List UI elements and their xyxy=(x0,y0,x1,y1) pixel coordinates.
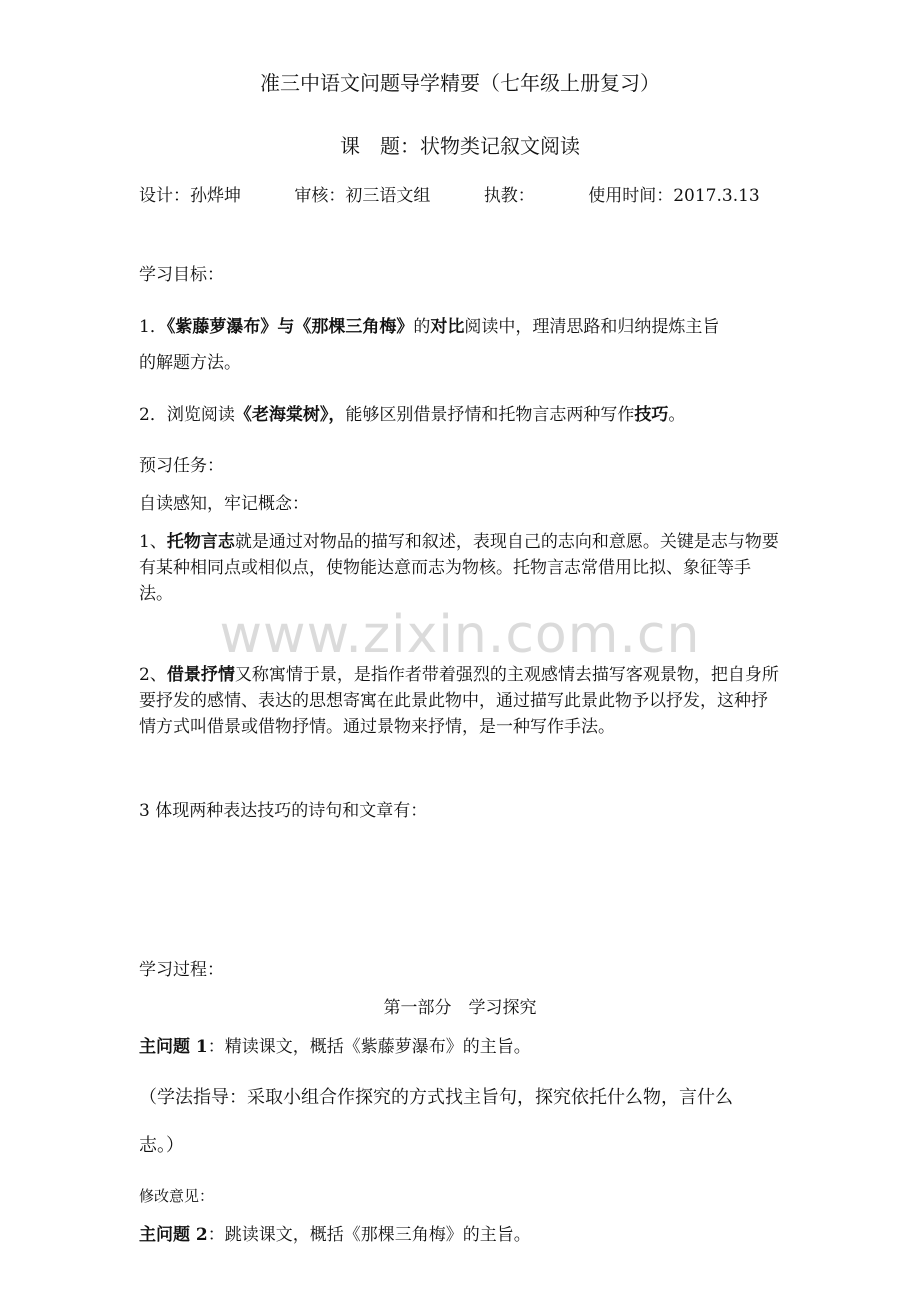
study-guide-line1: （学法指导：采取小组合作探究的方式找主旨句，探究依托什么物，言什么 xyxy=(139,1087,733,1108)
main-question-2-text: ：跳读课文，概括《那棵三角梅》的主旨。 xyxy=(207,1225,531,1245)
concept-2-text: 又称寓情于景，是指作者带着强烈的主观感情去描写客观景物，把自身所要抒发的感情、表达的思想寄寓在此景此物中，通过描写此景此物予以抒发，这种抒情方式叫借景或借物抒情。通过景物来抒情，是一种写作手法。 xyxy=(139,665,779,737)
concept-2-number: 2、 xyxy=(139,665,167,685)
goal-1-text-b: 阅读中，理清思路和归纳提炼主旨 xyxy=(464,317,720,337)
goal-1-text-a: 的 xyxy=(413,317,431,337)
revision-notes: 修改意见： xyxy=(139,1187,215,1205)
goal-1-number: 1． xyxy=(139,317,167,337)
meta-line xyxy=(139,183,760,209)
goal-2-text-a: 2．浏览阅读 xyxy=(139,405,235,425)
main-question-2 xyxy=(139,1222,531,1248)
designer: 设计：孙烨坤 xyxy=(139,186,241,206)
main-question-1-label: 主问题 1 xyxy=(139,1037,208,1057)
concept-2-term: 借景抒情 xyxy=(166,665,235,685)
main-question-1 xyxy=(139,1034,531,1060)
main-question-1-text: ：精读课文，概括《紫藤萝瀑布》的主旨。 xyxy=(207,1037,531,1057)
goal-2-text-c: 。 xyxy=(668,405,686,425)
part-1-heading: 第一部分 学习探究 xyxy=(383,998,537,1018)
doc-title: 准三中语文问题导学精要（七年级上册复习） xyxy=(260,71,660,95)
goal-1-contrast: 对比 xyxy=(430,317,465,337)
concept-1 xyxy=(139,529,784,607)
concept-1-number: 1、 xyxy=(139,532,167,552)
preview-subheading: 自读感知，牢记概念： xyxy=(139,494,309,514)
goal-1 xyxy=(139,314,719,340)
item-3: 3 体现两种表达技巧的诗句和文章有： xyxy=(139,801,428,821)
process-heading: 学习过程： xyxy=(139,960,224,980)
goal-1-line2: 的解题方法。 xyxy=(139,353,241,373)
teacher: 执教： xyxy=(483,186,535,206)
goal-2-text-b: 能够区别借景抒情和托物言志两种写作 xyxy=(345,405,635,425)
reviewer: 审核：初三语文组 xyxy=(294,186,431,206)
concept-1-text: 就是通过对物品的描写和叙述，表现自己的志向和意愿。关键是志与物要有某种相同点或相似点，使物能达意而志为物核。托物言志常借用比拟、象征等手法。 xyxy=(139,532,779,604)
main-question-2-label: 主问题 2 xyxy=(139,1225,208,1245)
goal-1-titles: 《紫藤萝瀑布》与《那棵三角梅》 xyxy=(166,317,414,337)
concept-2 xyxy=(139,662,784,740)
goals-heading: 学习目标： xyxy=(139,265,224,285)
concept-1-term: 托物言志 xyxy=(166,532,235,552)
usage-date: 使用时间：2017.3.13 xyxy=(588,186,760,206)
watermark: www.zixin.com.cn xyxy=(219,605,701,665)
preview-heading: 预习任务： xyxy=(139,456,224,476)
lesson-subject: 课 题：状物类记叙文阅读 xyxy=(340,134,580,158)
study-guide-line2: 志。） xyxy=(139,1135,184,1156)
goal-2-title: 《老海棠树》， xyxy=(234,405,346,425)
goal-2 xyxy=(139,402,685,428)
goal-2-skill: 技巧 xyxy=(634,405,669,425)
